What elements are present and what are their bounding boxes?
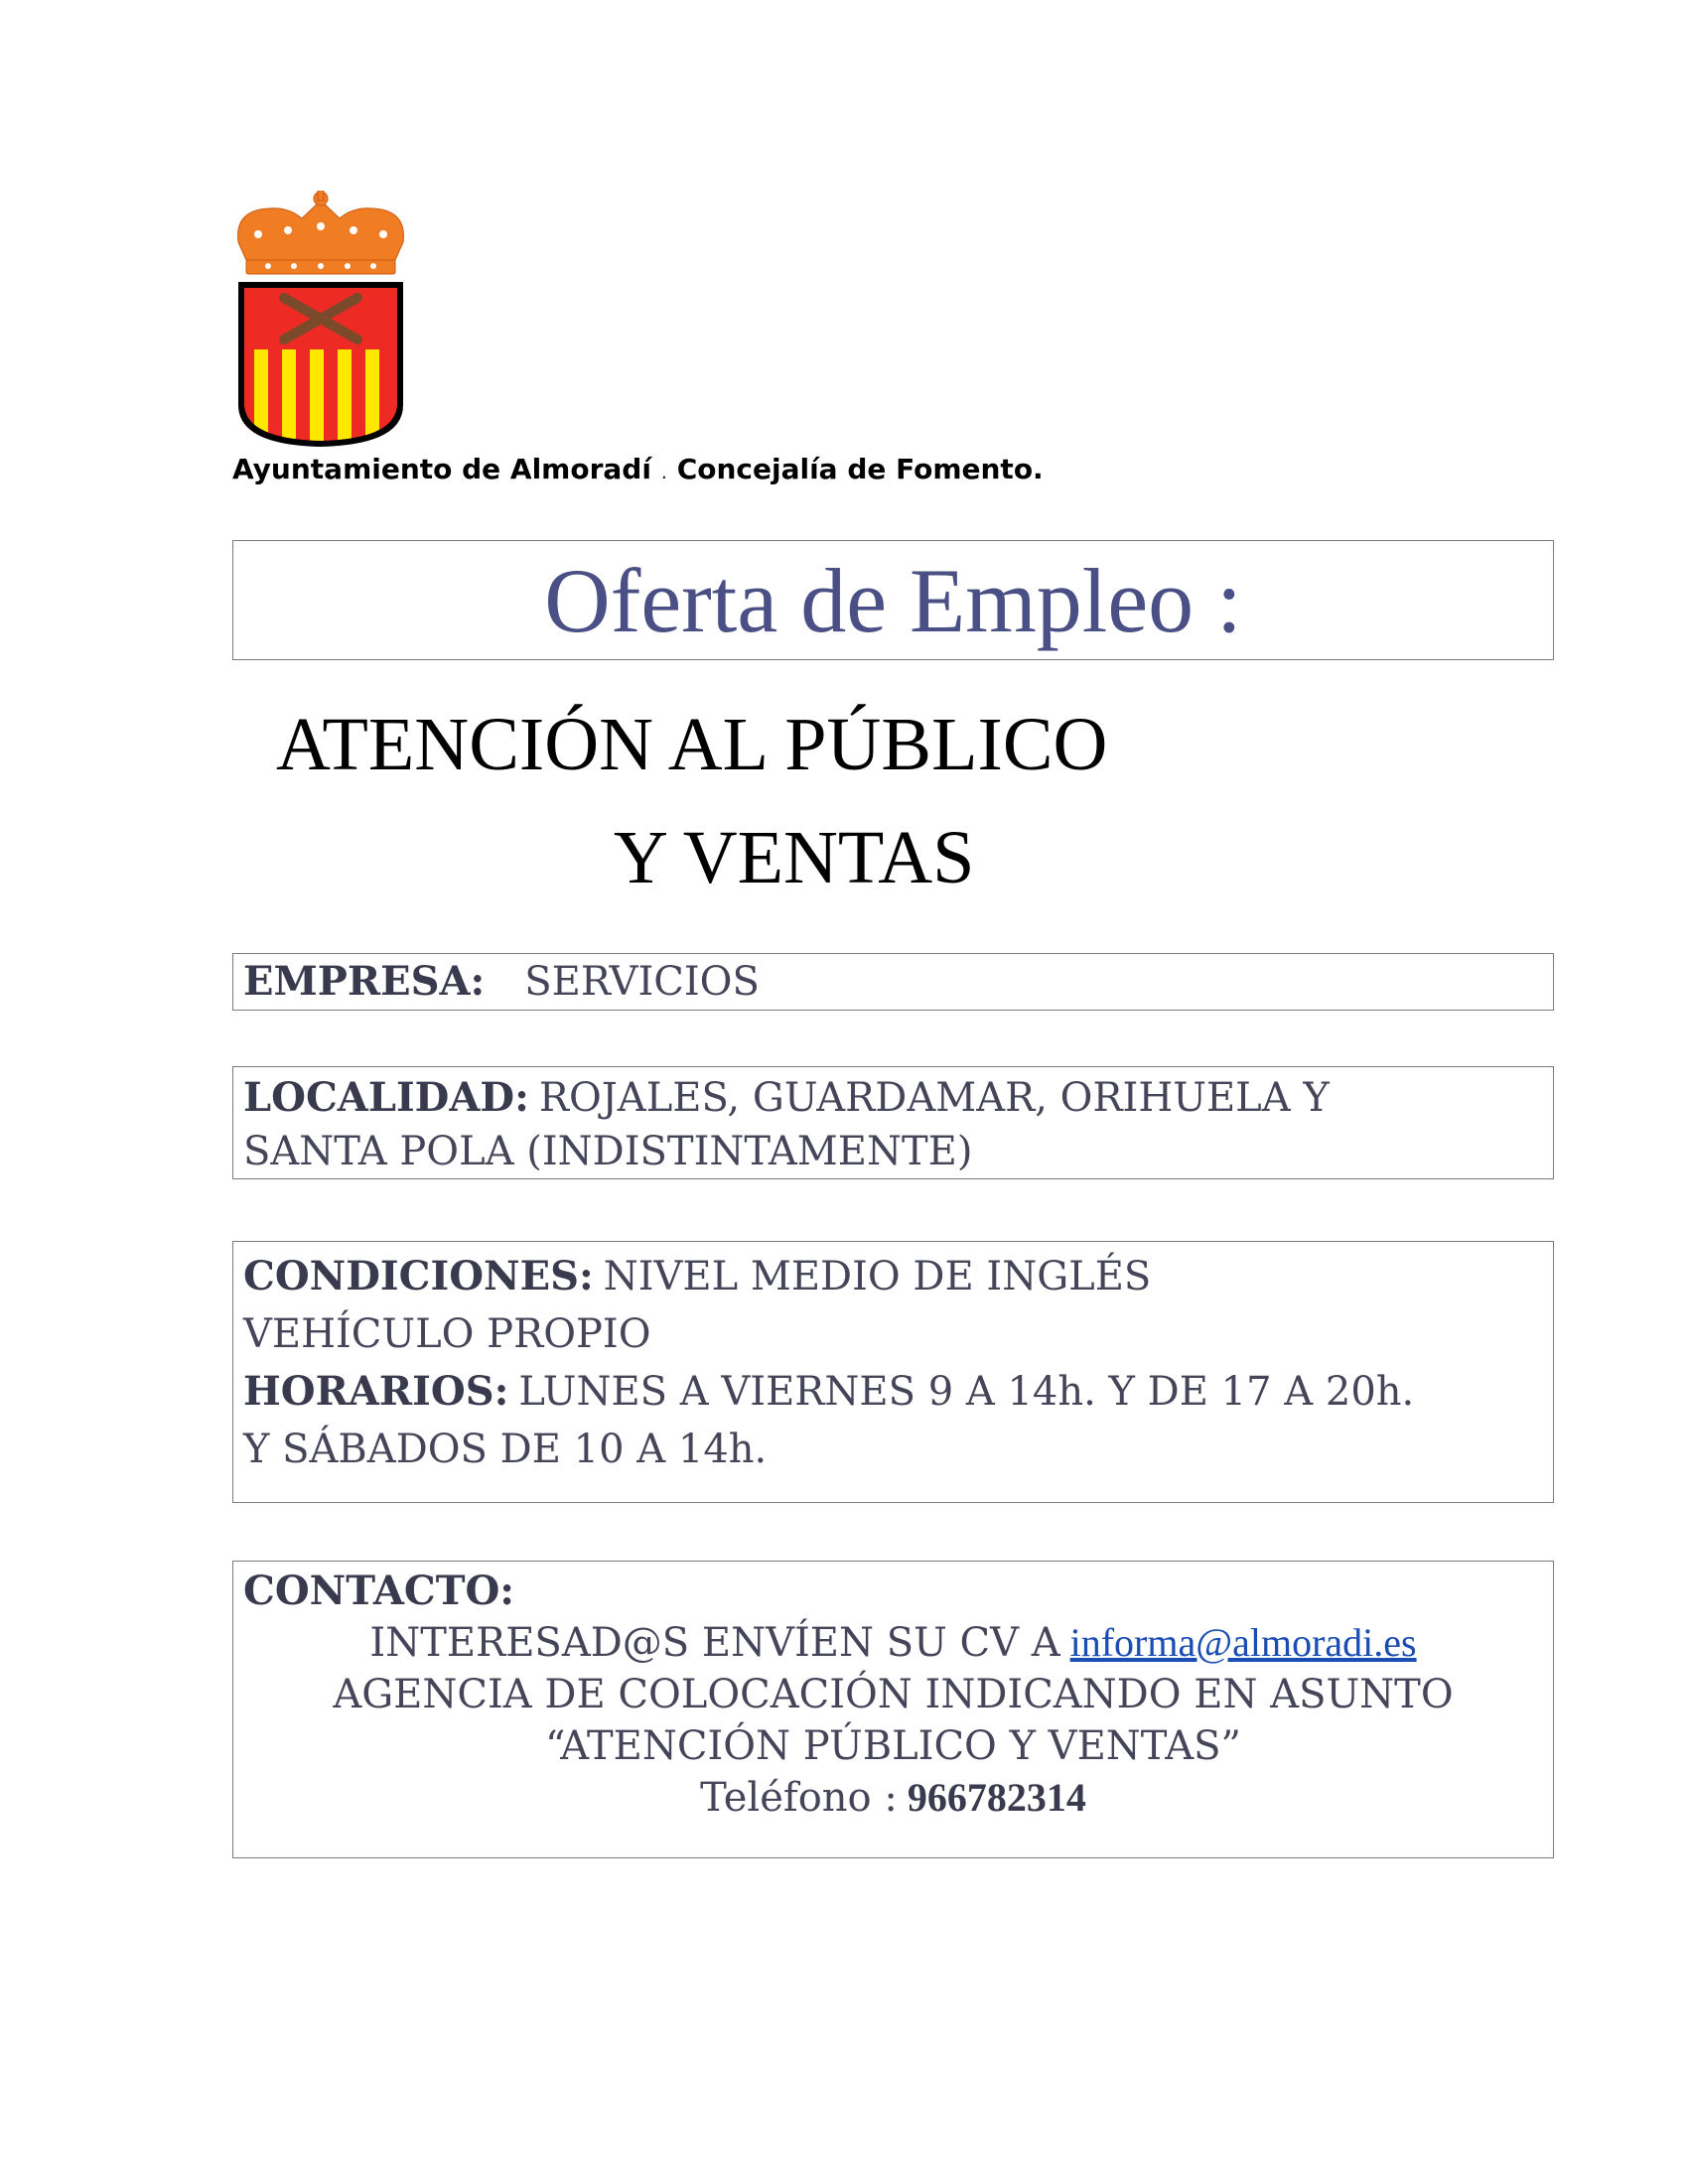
localidad-value-line-2: SANTA POLA (INDISTINTAMENTE) bbox=[243, 1129, 973, 1174]
contacto-line-2: AGENCIA DE COLOCACIÓN INDICANDO EN ASUNTO bbox=[333, 1672, 1454, 1717]
contacto-line-3: “ATENCIÓN PÚBLICO Y VENTAS” bbox=[544, 1723, 1241, 1769]
email-link[interactable]: informa@almoradi.es bbox=[1069, 1620, 1417, 1665]
organization-name: Ayuntamiento de Almoradí bbox=[232, 453, 651, 485]
organization-header bbox=[232, 453, 1044, 485]
contacto-box bbox=[232, 1561, 1554, 1858]
phone-number: 966782314 bbox=[907, 1775, 1086, 1820]
empresa-label: EMPRESA: bbox=[243, 958, 486, 1005]
localidad-box bbox=[232, 1066, 1554, 1179]
page-title: Oferta de Empleo : bbox=[544, 550, 1242, 651]
job-title-line-1: ATENCIÓN AL PÚBLICO bbox=[276, 703, 1108, 786]
condiciones-label: CONDICIONES: bbox=[243, 1253, 594, 1299]
phone-label: Teléfono : bbox=[700, 1775, 898, 1821]
title-box bbox=[232, 540, 1554, 660]
job-title-line-2: Y VENTAS bbox=[614, 816, 975, 899]
condiciones-value-line-1: NIVEL MEDIO DE INGLÉS bbox=[603, 1254, 1152, 1299]
condiciones-box bbox=[232, 1241, 1554, 1503]
contacto-line-1: INTERESAD@S ENVÍEN SU CV A bbox=[369, 1620, 1060, 1666]
header-separator: . bbox=[660, 463, 667, 483]
empresa-box bbox=[232, 953, 1554, 1011]
department-name: Concejalía de Fomento. bbox=[676, 453, 1044, 485]
condiciones-value-line-2: VEHÍCULO PROPIO bbox=[243, 1311, 651, 1357]
localidad-value-line-1: ROJALES, GUARDAMAR, ORIHUELA Y bbox=[538, 1075, 1330, 1121]
horarios-value-line-1: LUNES A VIERNES 9 A 14h. Y DE 17 A 20h. bbox=[518, 1369, 1415, 1415]
horarios-label: HORARIOS: bbox=[243, 1368, 509, 1415]
crown-icon bbox=[238, 191, 404, 274]
localidad-label: LOCALIDAD: bbox=[243, 1074, 529, 1121]
coat-of-arms-logo bbox=[228, 191, 413, 449]
horarios-value-line-2: Y SÁBADOS DE 10 A 14h. bbox=[243, 1427, 768, 1472]
empresa-value: SERVICIOS bbox=[524, 959, 760, 1005]
contacto-label: CONTACTO: bbox=[243, 1568, 515, 1614]
